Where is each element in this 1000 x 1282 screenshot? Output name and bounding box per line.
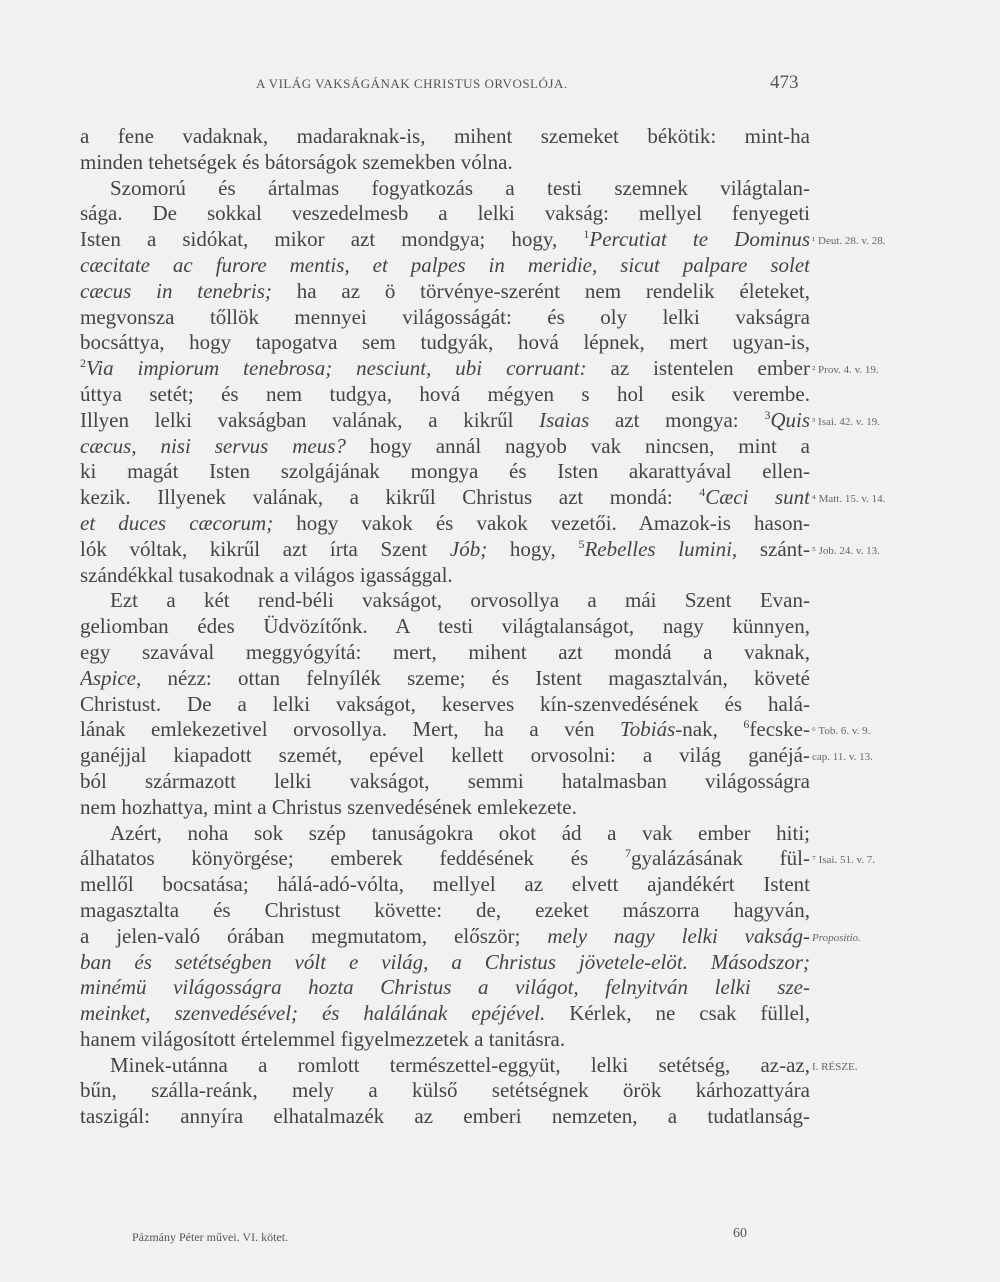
text-line xyxy=(80,1053,810,1079)
text-line xyxy=(80,666,810,692)
text-line xyxy=(80,821,810,847)
text-run: szándékkal tusakodnak a világos igassággal. xyxy=(80,562,453,587)
text-line xyxy=(80,1027,810,1053)
text-run: -nak, xyxy=(675,717,744,742)
text-run: kezik. Illyenek valának, a kikrűl Christus azt mondá: xyxy=(80,485,700,510)
text-run: Ezt a két rend-béli vakságot, orvosollya a mái Szent Evan- xyxy=(110,588,810,613)
footnote-marker: 3 xyxy=(764,407,771,422)
margin-reference: I. RÉSZE. xyxy=(812,1060,858,1073)
text-line xyxy=(80,537,810,563)
text-run: magasztalta és Christust követte: de, ezeket mászorra hagyván, xyxy=(80,897,810,922)
margin-reference: Propositio. xyxy=(812,931,861,944)
text-run: Szomorú és ártalmas fogyatkozás a testi szemnek világtalan- xyxy=(110,175,810,200)
text-run: az istentelen ember xyxy=(586,356,810,381)
text-line xyxy=(80,950,810,976)
text-run: minden tehetségek és bátorságok szemekben vólna. xyxy=(80,149,513,174)
text-run: Christust. De a lelki vakságot, keserves kín-szenvedésének és halá- xyxy=(80,691,810,716)
latin-quote: Cæci sunt xyxy=(705,485,810,510)
text-line xyxy=(80,1104,810,1130)
text-run: hanem világosított értelemmel figyelmezzetek a tanitásra. xyxy=(80,1026,566,1051)
text-line xyxy=(80,924,810,950)
text-run: bűn, szálla-reánk, mely a külső setétségnek örök kárhozattyára xyxy=(80,1078,810,1103)
margin-reference: ² Prov. 4. v. 19. xyxy=(812,364,879,377)
latin-quote: mely nagy lelki vakság- xyxy=(547,923,810,948)
text-line xyxy=(80,1001,810,1027)
text-line xyxy=(80,150,810,176)
text-line xyxy=(80,305,810,331)
text-run: sága. De sokkal veszedelmesb a lelki vakság: mellyel fenyegeti xyxy=(80,201,810,226)
footnote-marker: 1 xyxy=(583,227,590,242)
text-run: taszigál: annyíra elhatalmazék az emberi nemzeten, a tudatlanság- xyxy=(80,1104,810,1129)
running-title: A VILÁG VAKSÁGÁNAK CHRISTUS ORVOSLÓJA. xyxy=(256,76,568,91)
text-line xyxy=(80,434,810,460)
text-line xyxy=(80,253,810,279)
text-run: nem hozhattya, mint a Christus szenvedésének emlekezete. xyxy=(80,794,577,819)
latin-quote: Via impiorum tenebrosa; nesciunt, ubi corruant: xyxy=(86,356,587,381)
text-line xyxy=(80,485,810,511)
margin-reference: ⁷ Isai. 51. v. 7. xyxy=(812,854,876,867)
text-run: lának emlekezetivel orvosollya. Mert, ha a vén xyxy=(80,717,621,742)
margin-reference: ⁶ Tob. 6. v. 9. xyxy=(812,725,871,738)
latin-quote: minémü világosságra hozta Christus a világot, felnyitván lelki sze- xyxy=(80,975,810,1000)
page-number: 473 xyxy=(770,72,799,93)
text-run: bocsáttya, hogy tapogatva sem tudgyák, hová lépnek, mert ugyan-is, xyxy=(80,330,810,355)
text-run: lók vóltak, kikrűl azt írta Szent xyxy=(80,536,450,561)
text-line xyxy=(80,356,810,382)
text-line xyxy=(80,640,810,666)
text-run: ha az ö törvénye-szerént nem rendelik életeket, xyxy=(271,278,810,303)
text-line xyxy=(80,872,810,898)
latin-quote: meinket, szenvedésével; és halálának epéjével. xyxy=(80,1001,546,1026)
text-line xyxy=(80,795,810,821)
text-run: fecske- xyxy=(749,717,810,742)
text-line xyxy=(80,769,810,795)
margin-reference: ¹ Deut. 28. v. 28. xyxy=(812,235,886,248)
text-run: Kérlek, ne csak füllel, xyxy=(545,1001,810,1026)
text-line xyxy=(80,588,810,614)
text-line xyxy=(80,227,810,253)
margin-reference: cap. 11. v. 13. xyxy=(812,751,873,764)
text-line xyxy=(80,279,810,305)
text-line xyxy=(80,975,810,1001)
footnote-marker: 2 xyxy=(80,356,86,371)
text-run: Azért, noha sok szép tanuságokra okot ád a vak ember hiti; xyxy=(110,820,810,845)
text-line xyxy=(80,330,810,356)
text-line xyxy=(80,692,810,718)
footnote-marker: 5 xyxy=(578,536,585,551)
latin-quote: Tobiás xyxy=(620,717,676,742)
footnote-marker: 4 xyxy=(699,485,706,500)
text-line xyxy=(80,408,810,434)
text-line xyxy=(80,201,810,227)
text-run: mellől bocsatása; hálá-adó-vólta, mellyel az elvett ajandékért Istent xyxy=(80,872,810,897)
latin-quote: cæcitate ac furore mentis, et palpes in meridie, sicut palpare solet xyxy=(80,252,810,277)
text-run: Illyen lelki vakságban valának, a kikrűl xyxy=(80,407,540,432)
margin-reference: ³ Isai. 42. v. 19. xyxy=(812,415,880,428)
text-line xyxy=(80,614,810,640)
text-run: ki magát Isten szolgájának mongya és Isten akarattyával ellen- xyxy=(80,459,810,484)
latin-quote: Aspice, xyxy=(80,665,142,690)
text-run: szánt- xyxy=(737,536,810,561)
text-line xyxy=(80,382,810,408)
margin-reference: ⁵ Job. 24. v. 13. xyxy=(812,544,880,557)
text-run: ganéjjal kiapadott szemét, epével kellett orvosolni: a világ ganéjá- xyxy=(80,743,810,768)
text-run: azt mongya: xyxy=(589,407,765,432)
text-run: a fene vadaknak, madaraknak-is, mihent szemeket békötik: mint-ha xyxy=(80,124,810,148)
text-run: hogy vakok és vakok vezetői. Amazok-is hason- xyxy=(273,510,810,535)
text-run: Minek-utánna a romlott természettel-eggyüt, lelki setétség, az-az, xyxy=(110,1052,810,1077)
latin-quote: Isaias xyxy=(539,407,590,432)
latin-quote: et duces cæcorum; xyxy=(80,510,274,535)
text-line xyxy=(80,459,810,485)
text-run: ból származott lelki vakságot, semmi hatalmasban világosságra xyxy=(80,768,810,793)
latin-quote: Percutiat te Dominus xyxy=(589,227,810,252)
footnote-marker: 7 xyxy=(624,846,631,861)
text-line xyxy=(80,743,810,769)
text-run: hogy, xyxy=(487,536,579,561)
text-run: egy szavával meggyógyítá: mert, mihent azt mondá a vaknak, xyxy=(80,639,810,664)
text-line xyxy=(80,717,810,743)
text-run: a jelen-való órában megmutatom, először; xyxy=(80,923,548,948)
latin-quote: ban és setétségben vólt e világ, a Christus jövetele-elöt. Másodszor; xyxy=(80,949,810,974)
footnote-marker: 6 xyxy=(743,717,750,732)
body-text xyxy=(80,124,810,1130)
text-line xyxy=(80,124,810,150)
text-run: geliomban édes Üdvözítőnk. A testi világtalanságot, nagy künnyen, xyxy=(80,614,810,639)
text-run: nézz: ottan felnyílék szeme; és Istent magasztalván, követé xyxy=(141,665,810,690)
text-run: úttya setét; és nem tudgya, hová mégyen s hol esik verembe. xyxy=(80,381,810,406)
margin-reference: ⁴ Matt. 15. v. 14. xyxy=(812,493,886,506)
text-run: álhatatos könyörgése; emberek feddésének és xyxy=(80,846,625,871)
latin-quote: Jób; xyxy=(449,536,488,561)
text-line xyxy=(80,1078,810,1104)
footer-sheet-number: 60 xyxy=(733,1226,747,1241)
text-line xyxy=(80,511,810,537)
latin-quote: Quis xyxy=(770,407,810,432)
latin-quote: cæcus, nisi servus meus? xyxy=(80,433,346,458)
text-run: Isten a sidókat, mikor azt mondgya; hogy, xyxy=(80,227,584,252)
text-run: gyalázásának fül- xyxy=(630,846,810,871)
latin-quote: cæcus in tenebris; xyxy=(80,278,272,303)
text-line xyxy=(80,846,810,872)
text-run: megvonsza tőllök mennyei világosságát: és oly lelki vakságra xyxy=(80,304,810,329)
text-run: hogy annál nagyob vak nincsen, mint a xyxy=(345,433,810,458)
text-line xyxy=(80,176,810,202)
text-line xyxy=(80,898,810,924)
latin-quote: Rebelles lumini, xyxy=(584,536,738,561)
text-line xyxy=(80,563,810,589)
footer-signature: Pázmány Péter művei. VI. kötet. xyxy=(132,1230,289,1244)
